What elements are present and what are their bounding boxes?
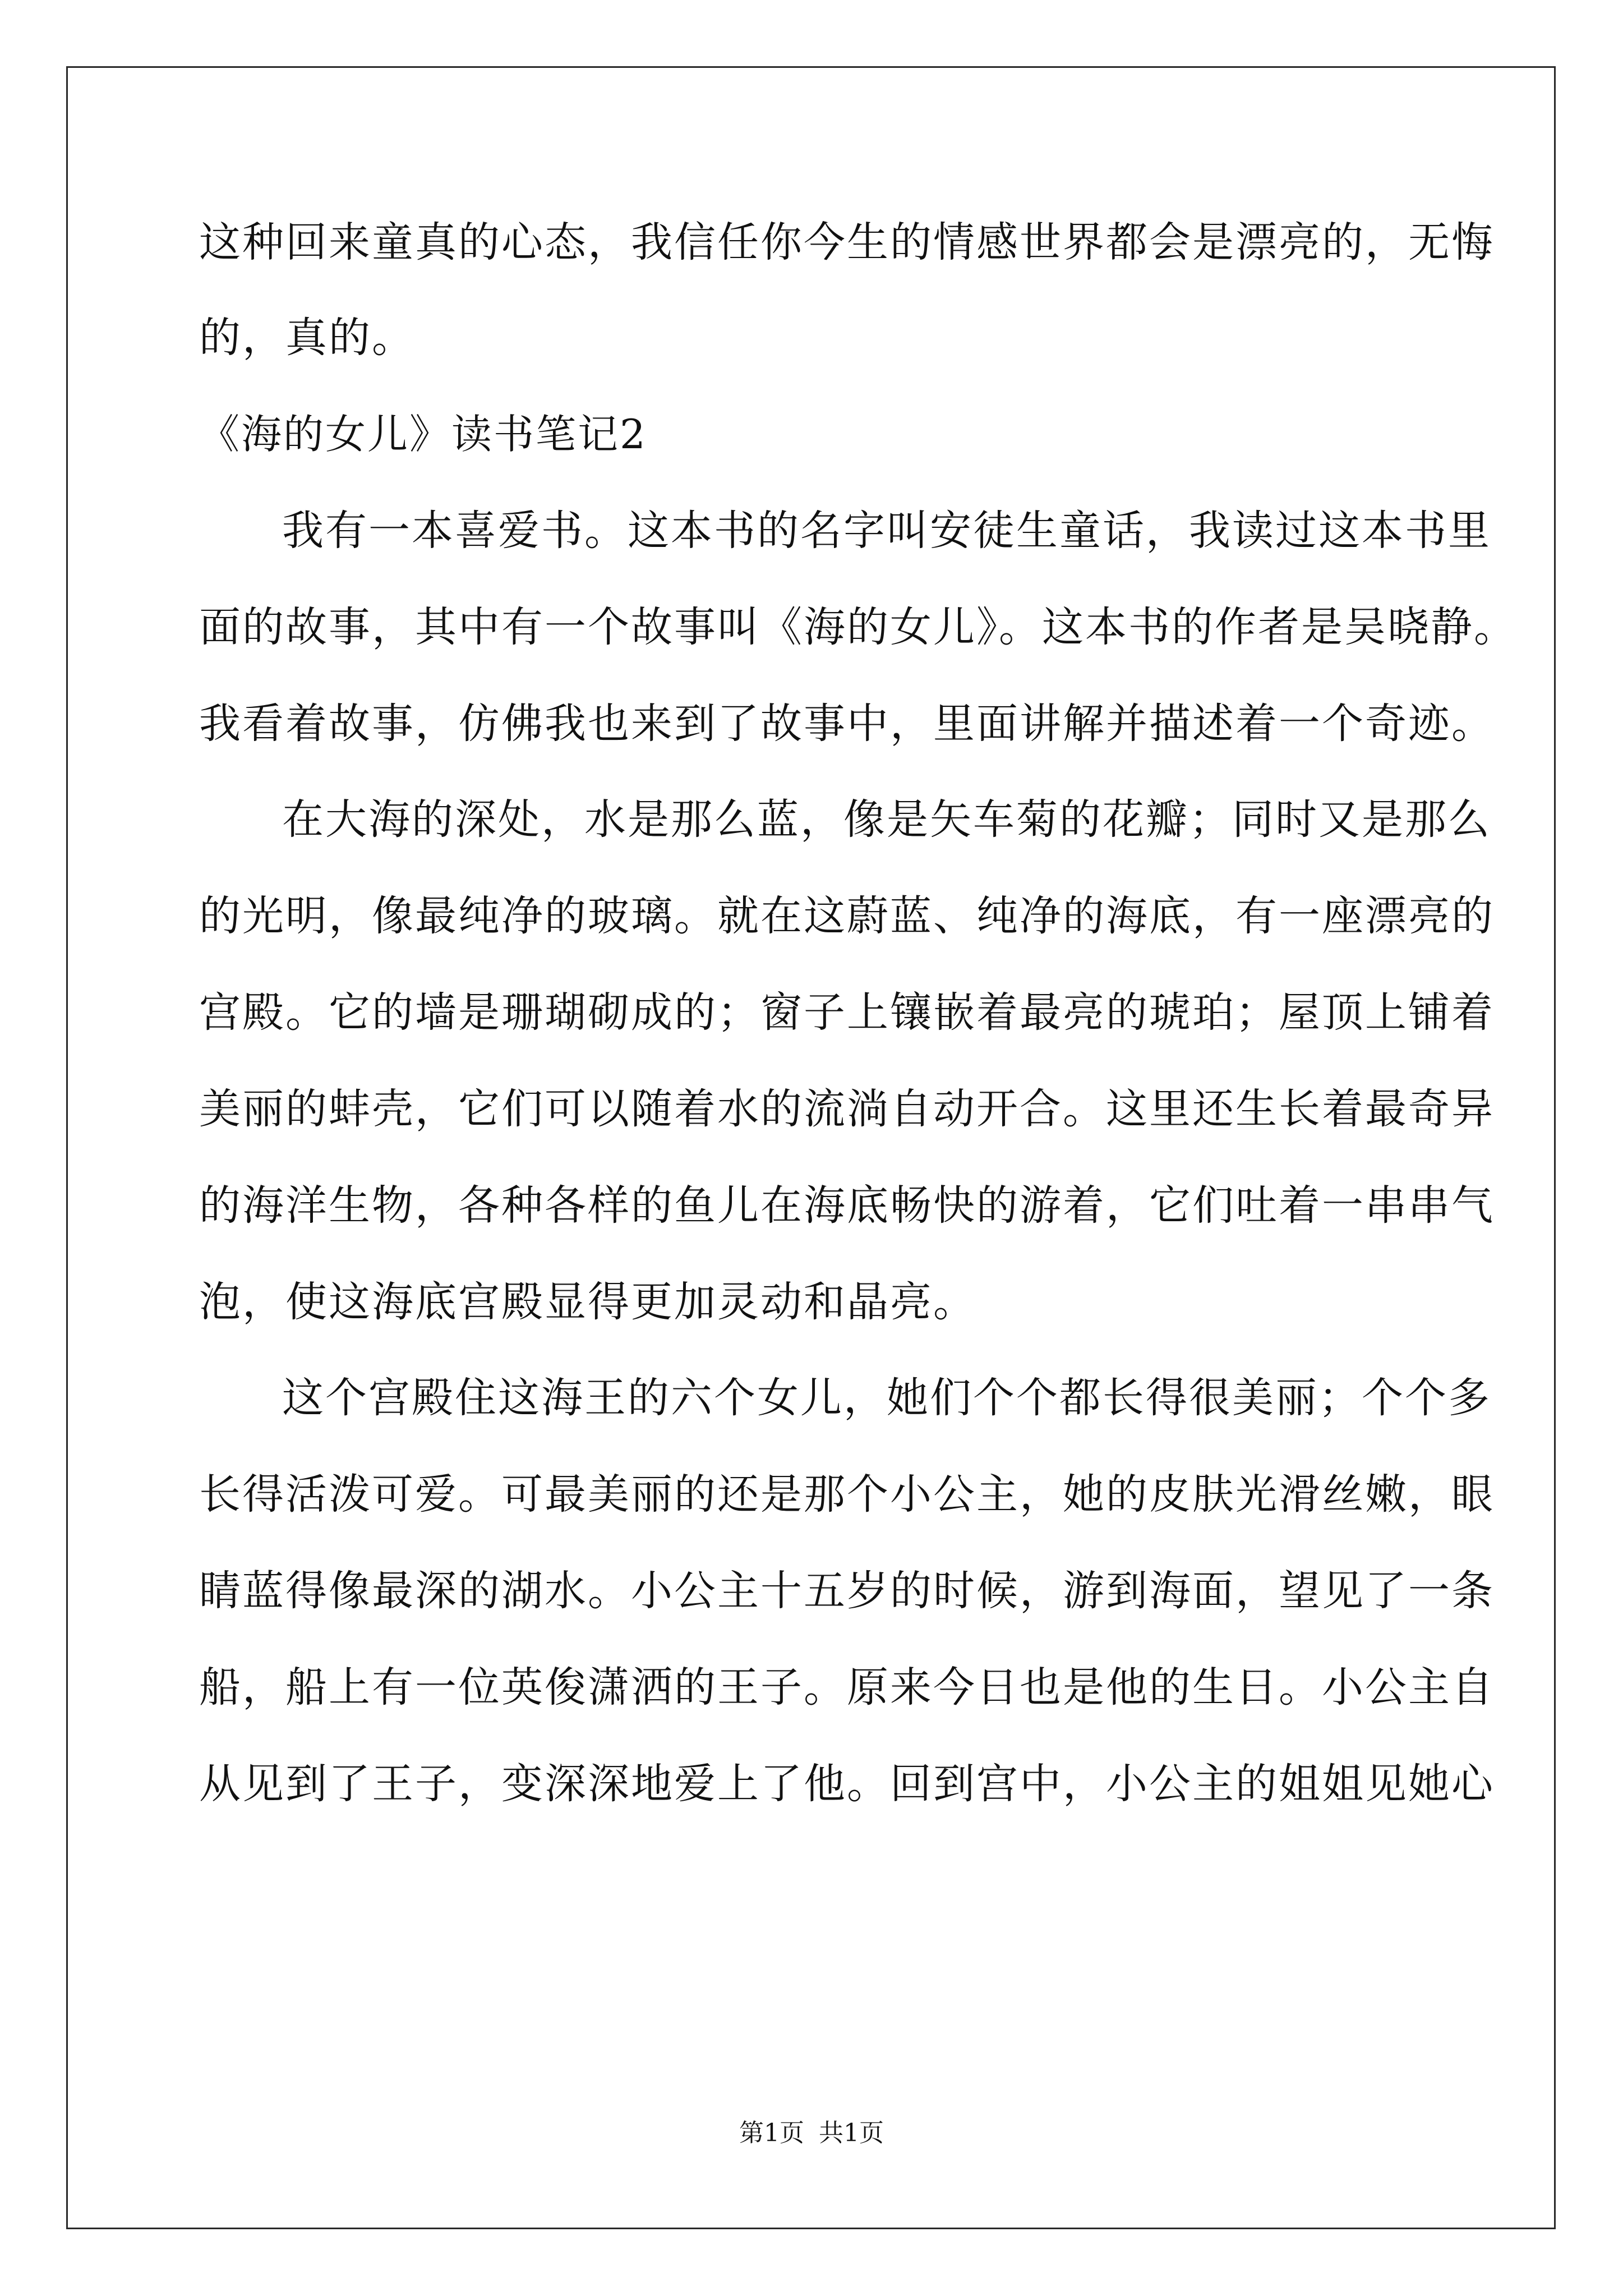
text-line: 的，真的。: [199, 314, 415, 362]
text-line: 面的故事，其中有一个故事叫《海的女儿》。这本书的作者是吴晓静。: [199, 603, 1517, 651]
text-line: 这种回来童真的心态，我信任你今生的情感世界都会是漂亮的，无悔: [199, 218, 1495, 266]
text-line: 睛蓝得像最深的湖水。小公主十五岁的时候，游到海面，望见了一条: [199, 1567, 1495, 1615]
text-line: 从见到了王子，变深深地爱上了他。回到宫中，小公主的姐姐见她心: [199, 1760, 1495, 1808]
page-total: 共1页: [819, 2119, 884, 2147]
paragraph-first-line: 我有一本喜爱书。这本书的名字叫安徒生童话，我读过这本书里: [282, 507, 1491, 555]
paragraph-first-line: 在大海的深处，水是那么蓝，像是矢车菊的花瓣；同时又是那么: [282, 795, 1491, 844]
page-border: [66, 66, 1556, 2229]
paragraph-first-line: 这个宫殿住这海王的六个女儿，她们个个都长得很美丽；个个多: [282, 1374, 1491, 1422]
text-line: 宫殿。它的墙是珊瑚砌成的；窗子上镶嵌着最亮的琥珀；屋顶上铺着: [199, 988, 1495, 1037]
text-line: 的海洋生物，各种各样的鱼儿在海底畅快的游着，它们吐着一串串气: [199, 1181, 1495, 1230]
text-line: 美丽的蚌壳，它们可以随着水的流淌自动开合。这里还生长着最奇异: [199, 1085, 1495, 1133]
section-title: 《海的女儿》读书笔记2: [199, 411, 647, 458]
text-line: 长得活泼可爱。可最美丽的还是那个小公主，她的皮肤光滑丝嫩，眼: [199, 1470, 1495, 1519]
text-line: 我看着故事，仿佛我也来到了故事中，里面讲解并描述着一个奇迹。: [199, 700, 1495, 748]
page-number: 第1页: [739, 2119, 804, 2147]
text-line: 的光明，像最纯净的玻璃。就在这蔚蓝、纯净的海底，有一座漂亮的: [199, 892, 1495, 940]
text-line: 船，船上有一位英俊潇洒的王子。原来今日也是他的生日。小公主自: [199, 1663, 1495, 1711]
text-line: 泡，使这海底宫殿显得更加灵动和晶亮。: [199, 1278, 976, 1326]
page-footer: [0, 2119, 1623, 2147]
